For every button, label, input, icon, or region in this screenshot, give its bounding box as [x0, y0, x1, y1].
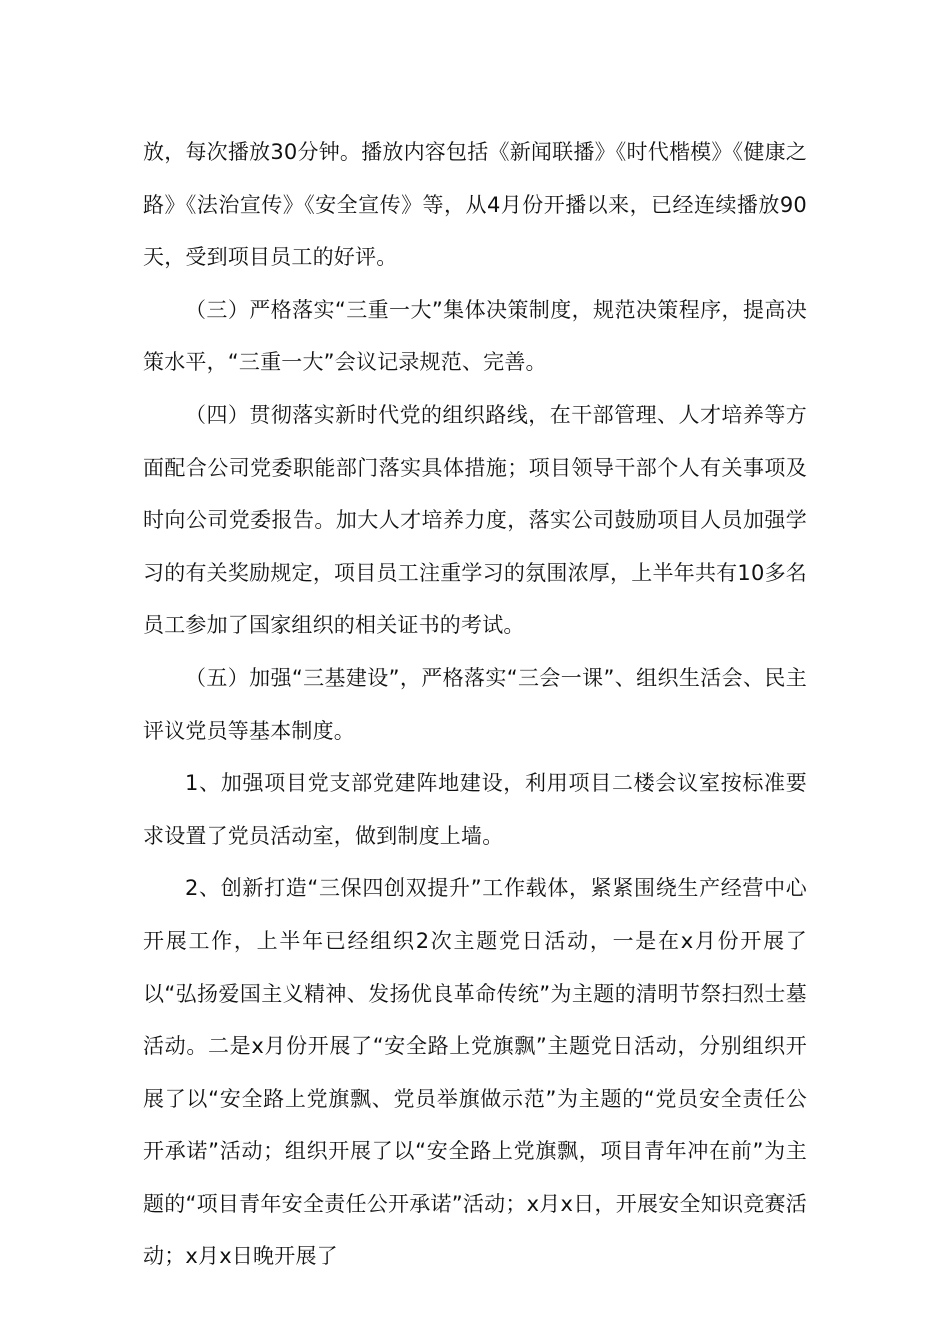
paragraph-section-5: （五）加强“三基建设”，严格落实“三会一课”、组织生活会、民主评议党员等基本制度。: [143, 665, 807, 743]
document-body: [143, 126, 807, 1283]
paragraph-item-2: 2、创新打造“三保四创双提升”工作载体，紧紧围绕生产经营中心开展工作，上半年已经组织2次主题党日活动，一是在x月份开展了以“弘扬爱国主义精神、发扬优良革命传统”为主题的清明节祭扫烈士墓活动。二是x月份开展了“安全路上党旗飘”主题党日活动，分别组织开展了以“安全路上党旗飘、党员举旗做示范”为主题的“党员安全责任公开承诺”活动；组织开展了以“安全路上党旗飘，项目青年冲在前”为主题的“项目青年安全责任公开承诺”活动；x月x日，开展安全知识竞赛活动；x月x日晚开展了: [143, 876, 807, 1269]
paragraph-section-4: （四）贯彻落实新时代党的组织路线，在干部管理、人才培养等方面配合公司党委职能部门落实具体措施；项目领导干部个人有关事项及时向公司党委报告。加大人才培养力度，落实公司鼓励项目人员加强学习的有关奖励规定，项目员工注重学习的氛围浓厚，上半年共有10多名员工参加了国家组织的相关证书的考试。: [143, 402, 807, 638]
paragraph-section-3: （三）严格落实“三重一大”集体决策制度，规范决策程序，提高决策水平，“三重一大”会议记录规范、完善。: [143, 297, 807, 375]
paragraph-item-1: 1、加强项目党支部党建阵地建设，利用项目二楼会议室按标准要求设置了党员活动室，做到制度上墙。: [143, 771, 807, 848]
paragraph-continuation: 放，每次播放30分钟。播放内容包括《新闻联播》《时代楷模》《健康之路》《法治宣传》《安全宣传》等，从4月份开播以来，已经连续播放90天，受到项目员工的好评。: [143, 140, 807, 270]
